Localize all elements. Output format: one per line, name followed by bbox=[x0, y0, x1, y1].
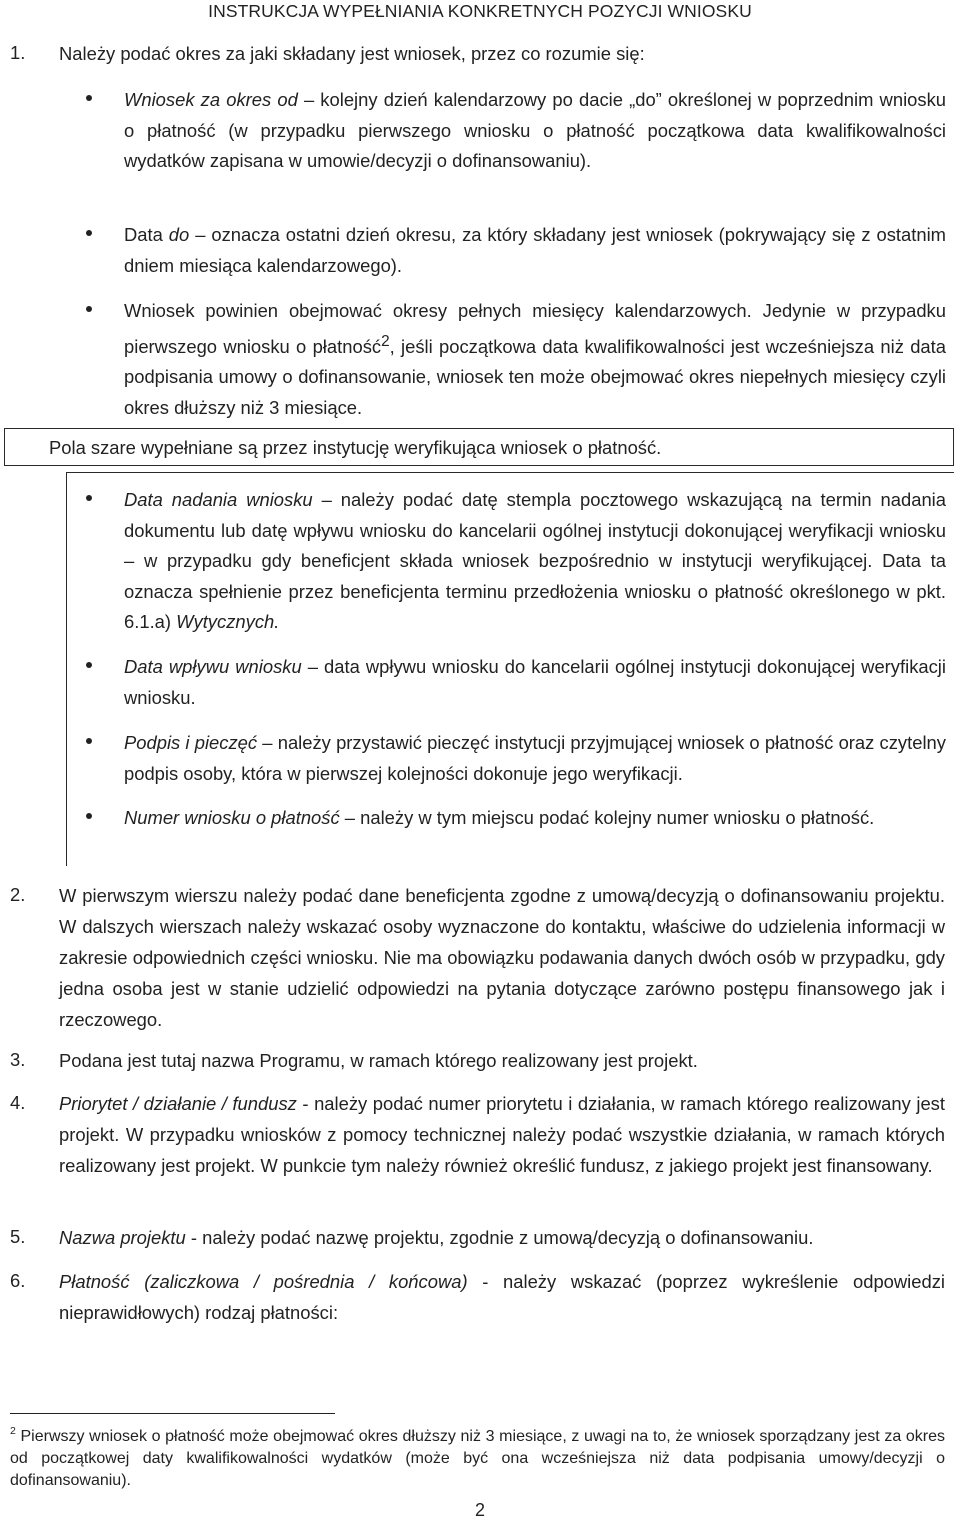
instruction-item-5 bbox=[10, 1222, 945, 1253]
bullet-text: Wniosek powinien obejmować okresy pełnych miesięcy kalendarzowych. Jedynie w przypadku pierwszego wniosku o płatność$^2$, jeśli początkowa data kwalifikowalności jest wcześniejsza niż data podpisania umowy o dofinansowanie, wniosek ten może obejmować okres niepełnych miesięcy czyli okres dłuższy niż 3 miesiące. bbox=[124, 300, 946, 418]
bullet-text: Numer wniosku o płatność – należy w tym miejscu podać kolejny numer wniosku o płatność. bbox=[124, 807, 875, 828]
bullet-icon bbox=[86, 813, 92, 819]
footnote-mark: 2 bbox=[10, 1425, 16, 1437]
instruction-item-3 bbox=[10, 1045, 945, 1076]
bullet-label: Podpis i pieczęć bbox=[124, 732, 258, 753]
bullet-item-numer-wniosku bbox=[86, 803, 946, 834]
bullet-icon bbox=[86, 306, 92, 312]
item-text: W pierwszym wierszu należy podać dane beneficjenta zgodne z umową/decyzją o dofinansowaniu projektu. W dalszych wierszach należy wskazać osoby wyznaczone do kontaktu, właściwe do udzielenia informacji w zakresie odpowiednich części wniosku. Nie ma obowiązku podawania danych dwóch osób w przypadku, gdy jedna osoba jest w stanie udzielić odpowiedzi na pytania dotyczące zarówno postępu finansowego jak i rzeczowego. bbox=[59, 885, 945, 1030]
page-header: INSTRUKCJA WYPEŁNIANIA KONKRETNYCH POZYCJI WNIOSKU bbox=[208, 1, 752, 21]
bullet-item-pelne-miesiace bbox=[86, 296, 946, 423]
bullet-icon bbox=[86, 230, 92, 236]
footnote: $^2$ Pierwszy wniosek o płatność może obejmować okres dłuższy niż 3 miesiące, z uwagi na to, że wniosek sporządzany jest za okres od początkowej daty kwalifikowalności wydatków (może być ona wcześniejsza niż data podpisania umowy/decyzji o dofinansowaniu). bbox=[10, 1425, 945, 1489]
bullet-text: Podpis i pieczęć – należy przystawić pieczęć instytucji przyjmującej wniosek o płatność oraz czytelny podpis osoby, która w pierwszej kolejności dokonuje jego weryfikacji. bbox=[124, 732, 946, 784]
item-text: Nazwa projektu - należy podać nazwę projektu, zgodnie z umową/decyzją o dofinansowaniu. bbox=[59, 1227, 814, 1248]
bullet-item-data-nadania bbox=[86, 485, 946, 638]
item-text: Płatność (zaliczkowa / pośrednia / końcowa) - należy wskazać (poprzez wykreślenie odpowiedzi nieprawidłowych) rodzaj płatności: bbox=[59, 1271, 946, 1323]
bullet-icon bbox=[86, 738, 92, 744]
item-label: Priorytet / działanie / fundusz bbox=[59, 1093, 297, 1114]
instruction-item-4 bbox=[10, 1088, 945, 1181]
instruction-item-6 bbox=[10, 1266, 945, 1328]
bullet-label: Data nadania wniosku bbox=[124, 489, 313, 510]
grey-fields-note: Pola szare wypełniane są przez instytucję weryfikująca wniosek o płatność. bbox=[4, 428, 954, 466]
bullet-label: do bbox=[168, 224, 190, 245]
page-number: 2 bbox=[474, 1500, 485, 1520]
bullet-item-data-do bbox=[86, 220, 946, 281]
item-number: 6. bbox=[10, 1270, 26, 1291]
item-text: Podana jest tutaj nazwa Programu, w ramach którego realizowany jest projekt. bbox=[59, 1050, 698, 1071]
bullet-text: Data wpływu wniosku – data wpływu wniosku do kancelarii ogólnej instytucji dokonującej weryfikacji wniosku. bbox=[124, 656, 946, 708]
footnote-reference[interactable]: 2 bbox=[381, 332, 390, 350]
bullet-item-wniosek-za-okres bbox=[86, 85, 946, 177]
bullet-text: Data do – oznacza ostatni dzień okresu, za który składany jest wniosek (pokrywający się z ostatnim dniem miesiąca kalendarzowego). bbox=[124, 224, 946, 276]
bullet-item-podpis bbox=[86, 728, 946, 789]
bullet-label: Wniosek za okres od bbox=[124, 89, 298, 110]
bullet-item-data-wplywu bbox=[86, 652, 946, 713]
bullet-text: Wniosek za okres od – kolejny dzień kalendarzowy po dacie „do” określonej w poprzednim wniosku o płatność (w przypadku pierwszego wniosku o płatność początkowa data kwalifikowalności wydatków zapisana w umowie/decyzji o dofinansowaniu). bbox=[124, 89, 946, 171]
footnote-separator bbox=[10, 1413, 335, 1414]
item-number: 3. bbox=[10, 1049, 26, 1070]
item-number: 2. bbox=[10, 884, 26, 905]
item-text: Należy podać okres za jaki składany jest wniosek, przez co rozumie się: bbox=[59, 43, 645, 64]
item-number: 4. bbox=[10, 1092, 26, 1113]
item-label: Płatność (zaliczkowa / pośrednia / końcowa) bbox=[59, 1271, 468, 1292]
item-label: Nazwa projektu bbox=[59, 1227, 186, 1248]
bullet-label: Numer wniosku o płatność bbox=[124, 807, 340, 828]
bullet-icon bbox=[86, 495, 92, 501]
bullet-label: Data wpływu wniosku bbox=[124, 656, 302, 677]
item-number: 5. bbox=[10, 1226, 26, 1247]
instruction-item-1 bbox=[10, 42, 945, 66]
item-text: Priorytet / działanie / fundusz - należy podać numer priorytetu i działania, w ramach którego realizowany jest projekt. W przypadku wniosków z pomocy technicznej należy podać wszystkie działania, w ramach których realizowany jest projekt. W punkcie tym należy również określić fundusz, z jakiego projekt jest finansowany. bbox=[59, 1093, 945, 1176]
item-number: 1. bbox=[10, 42, 26, 63]
bullet-icon bbox=[86, 95, 92, 101]
bullet-text: Data nadania wniosku – należy podać datę stempla pocztowego wskazującą na termin nadania dokumentu lub datę wpływu wniosku do kancelarii ogólnej instytucji dokonującej weryfikacji wniosku – w przypadku gdy beneficjent składa wniosek bezpośrednio w instytucji weryfikującej. Data ta oznacza spełnienie przez beneficjenta terminu przedłożenia wniosku o płatność określonego w pkt. 6.1.a) Wytycznych. bbox=[124, 489, 946, 632]
bullet-icon bbox=[86, 662, 92, 668]
instruction-item-2 bbox=[10, 880, 945, 1035]
